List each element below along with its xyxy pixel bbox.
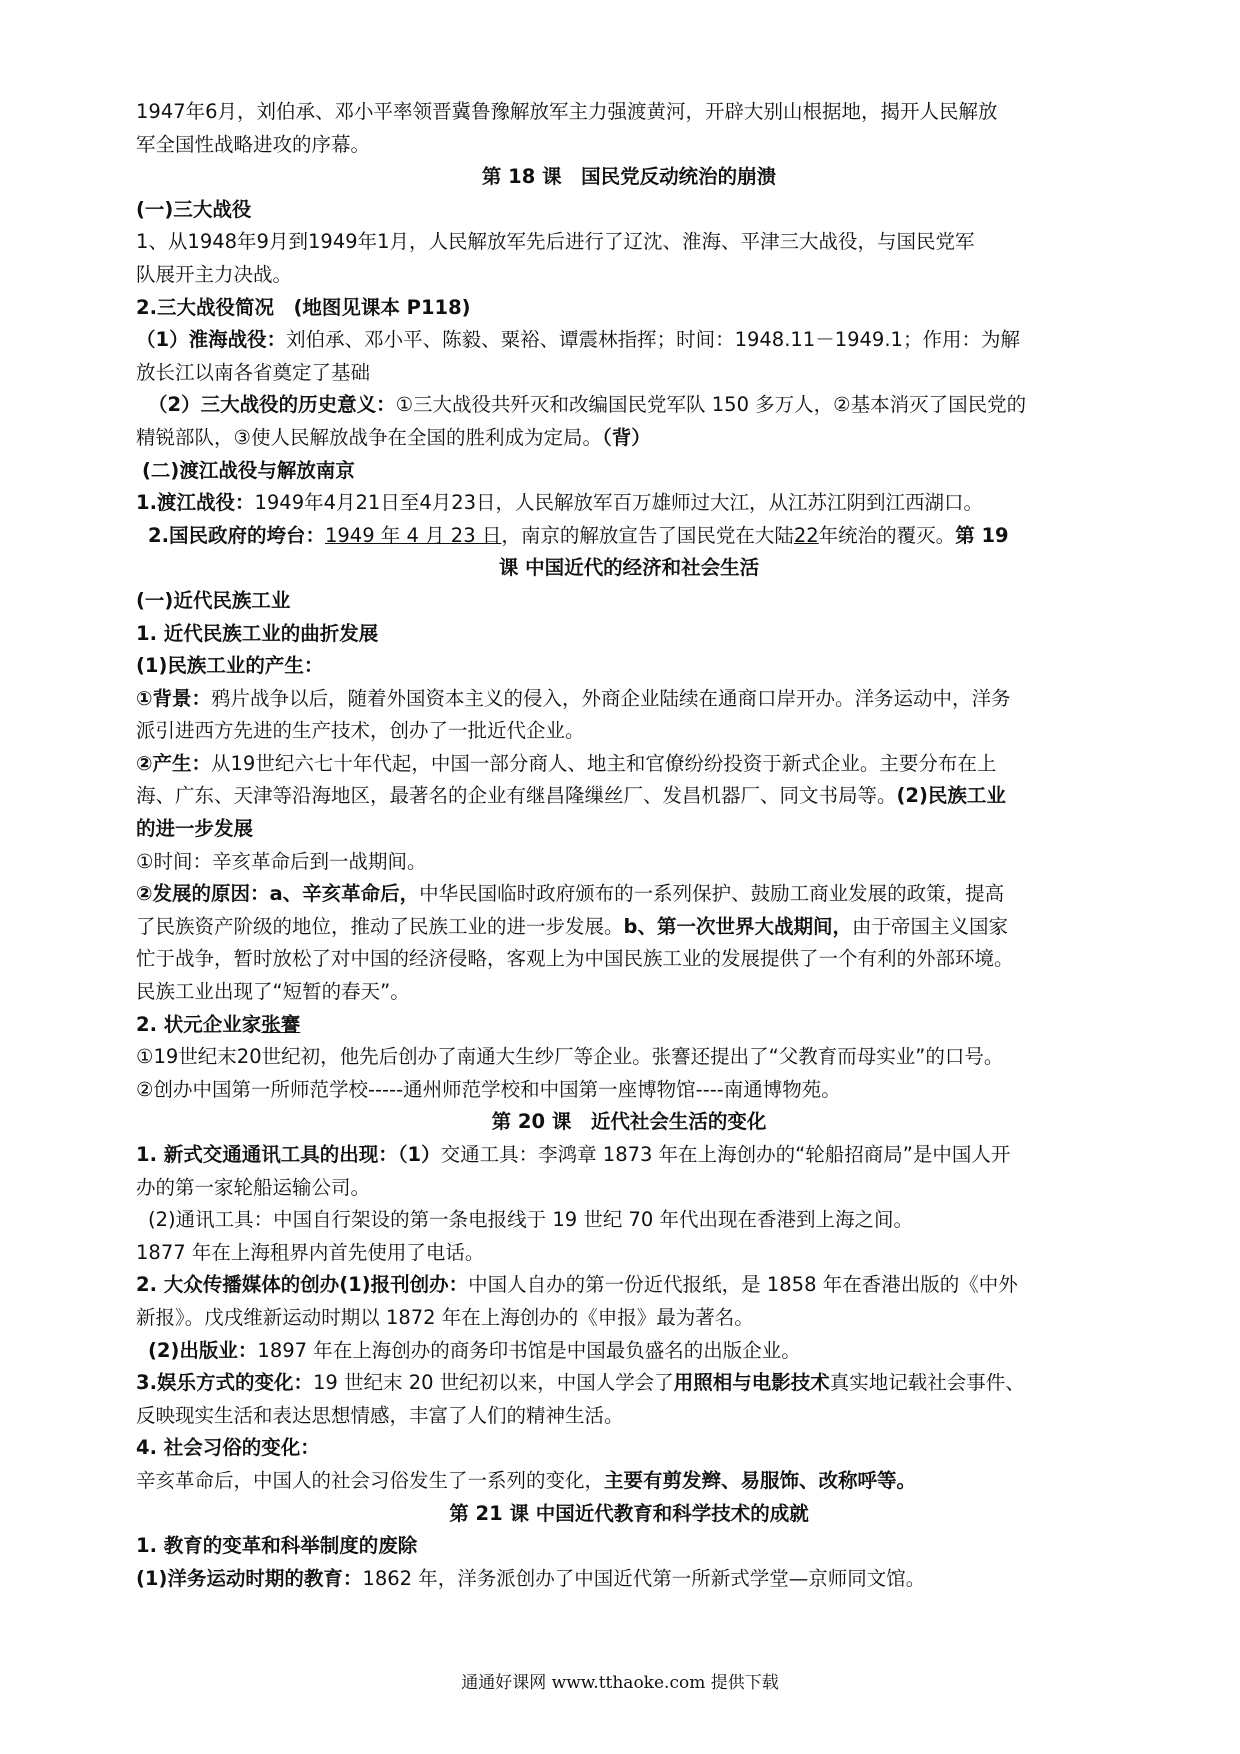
subsection-heading: 4. 社会习俗的变化： bbox=[136, 1436, 320, 1460]
para-line: 民族工业出现了“短暂的春天”。 bbox=[136, 980, 410, 1004]
lesson-20-title: 第 20 课 近代社会生活的变化 bbox=[491, 1110, 767, 1134]
emphasis-text: 用照相与电影技术 bbox=[673, 1371, 830, 1395]
para-text: 从19世纪六七十年代起，中国一部分商人、地主和官僚纷纷投资于新式企业。主要分布在上 bbox=[211, 751, 997, 775]
subsection-heading: 1. 近代民族工业的曲折发展 bbox=[136, 621, 379, 645]
heading-text: 2. 状元企业家 bbox=[136, 1012, 262, 1036]
section-heading: (一)近代民族工业 bbox=[136, 588, 291, 612]
para-text: 1949年4月21日至4月23日，人民解放军百万雄师过大江，从江苏江阴到江西湖口。 bbox=[254, 491, 984, 515]
para-line bbox=[136, 324, 1122, 357]
subsection-heading: 2.三大战役简况 (地图见课本 P118) bbox=[136, 295, 471, 319]
para-line bbox=[136, 389, 1122, 422]
para-line: 忙于战争，暂时放松了对中国的经济侵略，客观上为中国民族工业的发展提供了一个有利的外部环境。 bbox=[136, 947, 1014, 971]
underlined-name: 张謇 bbox=[261, 1012, 301, 1036]
memorize-note: （背） bbox=[601, 425, 651, 449]
para-line: 办的第一家轮船运输公司。 bbox=[136, 1175, 371, 1199]
para-line bbox=[136, 1335, 1122, 1368]
term-label: 1.渡江战役： bbox=[136, 491, 255, 515]
para-line bbox=[136, 1563, 1122, 1596]
para-line bbox=[136, 878, 1122, 911]
subsection-heading: 的进一步发展 bbox=[136, 817, 254, 841]
lesson-21-title: 第 21 课 中国近代教育和科学技术的成就 bbox=[449, 1501, 809, 1525]
para-text: 19 世纪末 20 世纪初以来，中国人学会了 bbox=[312, 1371, 674, 1395]
subsection-heading bbox=[136, 1009, 1122, 1042]
para-line: 1877 年在上海租界内首先使用了电话。 bbox=[136, 1240, 485, 1264]
para-line: 军全国性战略进攻的序幕。 bbox=[136, 132, 371, 156]
para-line: 1、从1948年9月到1949年1月，人民解放军先后进行了辽沈、淮海、平津三大战役，与国民党军 bbox=[136, 230, 975, 254]
term-label: 2.国民政府的垮台： bbox=[148, 523, 325, 547]
subsection-heading: (1)民族工业的产生： bbox=[136, 654, 324, 678]
para-line: ①19世纪末20世纪初，他先后创办了南通大生纱厂等企业。张謇还提出了“父教育而母实业”的口号。 bbox=[136, 1045, 1004, 1069]
term-label: (1)洋务运动时期的教育： bbox=[136, 1566, 363, 1590]
term-label: ②发展的原因：a、辛亥革命后， bbox=[136, 882, 420, 906]
para-line: ①时间：辛亥革命后到一战期间。 bbox=[136, 849, 427, 873]
para-text: 鸦片战争以后，随着外国资本主义的侵入，外商企业陆续在通商口岸开办。洋务运动中，洋务 bbox=[211, 686, 1011, 710]
term-label: ①背景： bbox=[136, 686, 212, 710]
para-text: 精锐部队，③使人民解放战争在全国的胜利成为定局。 bbox=[136, 425, 602, 449]
section-heading: (一)三大战役 bbox=[136, 197, 252, 221]
para-line: 队展开主力决战。 bbox=[136, 262, 293, 286]
para-text: 年统治的覆灭。 bbox=[818, 523, 956, 547]
lesson-19-title-start: 第 19 bbox=[955, 523, 1009, 547]
emphasis-text: 主要有剪发辫、易服饰、改称呼等。 bbox=[604, 1468, 917, 1492]
term-label: （1）淮海战役： bbox=[136, 328, 287, 352]
para-text: 1897 年在上海创办的商务印书馆是中国最负盛名的出版企业。 bbox=[257, 1338, 801, 1362]
section-heading: (二)渡江战役与解放南京 bbox=[142, 458, 355, 482]
para-line: 反映现实生活和表达思想情感，丰富了人们的精神生活。 bbox=[136, 1403, 624, 1427]
subsection-heading: 1. 教育的变革和科举制度的废除 bbox=[136, 1534, 418, 1558]
underlined-date: 1949 年 4 月 23 日 bbox=[324, 523, 502, 547]
para-line bbox=[136, 748, 1122, 781]
page-footer: 通通好课网 www.tthaoke.com 提供下载 bbox=[461, 1673, 779, 1693]
term-label: (2)民族工业 bbox=[896, 784, 1006, 808]
para-text: 1862 年，洋务派创办了中国近代第一所新式学堂—京师同文馆。 bbox=[362, 1566, 926, 1590]
term-label: (2)出版业： bbox=[148, 1338, 258, 1362]
para-text: 中国人自办的第一份近代报纸，是 1858 年在香港出版的《中外 bbox=[468, 1273, 1018, 1297]
para-text: 由于帝国主义国家 bbox=[851, 914, 1008, 938]
para-line bbox=[136, 422, 1122, 455]
para-line bbox=[136, 520, 1122, 553]
para-line bbox=[136, 1139, 1122, 1172]
term-label: 2. 大众传播媒体的创办(1)报刊创办： bbox=[136, 1273, 469, 1297]
para-line: 新报》。戊戌维新运动时期以 1872 年在上海创办的《申报》最为著名。 bbox=[136, 1305, 754, 1329]
para-line bbox=[136, 1269, 1122, 1302]
para-line: 派引进西方先进的生产技术，创办了一批近代企业。 bbox=[136, 719, 585, 743]
para-line bbox=[136, 911, 1122, 944]
term-label: （2）三大战役的历史意义： bbox=[148, 393, 396, 417]
para-line bbox=[136, 1367, 1122, 1400]
para-text: 真实地记载社会事件、 bbox=[829, 1371, 1025, 1395]
para-line: 放长江以南各省奠定了基础 bbox=[136, 360, 371, 384]
para-text: 海、广东、天津等沿海地区，最著名的企业有继昌隆缫丝厂、发昌机器厂、同文书局等。 bbox=[136, 784, 897, 808]
para-line bbox=[136, 1465, 1122, 1498]
term-label: 3.娱乐方式的变化： bbox=[136, 1371, 313, 1395]
lesson-18-title: 第 18 课 国民党反动统治的崩溃 bbox=[481, 165, 777, 189]
para-text: ，南京的解放宣告了国民党在大陆 bbox=[501, 523, 794, 547]
para-text: 交通工具：李鸿章 1873 年在上海创办的“轮船招商局”是中国人开 bbox=[440, 1143, 1011, 1166]
term-label: b、第一次世界大战期间， bbox=[623, 914, 852, 938]
para-text: ①三大战役共歼灭和改编国民党军队 150 多万人，②基本消灭了国民党的 bbox=[395, 393, 1027, 417]
para-text: 了民族资产阶级的地位，推动了民族工业的进一步发展。 bbox=[136, 914, 624, 938]
para-line: (2)通讯工具：中国自行架设的第一条电报线于 19 世纪 70 年代出现在香港到上海之间。 bbox=[148, 1208, 914, 1232]
para-line bbox=[136, 487, 1122, 520]
para-text: 辛亥革命后，中国人的社会习俗发生了一系列的变化， bbox=[136, 1468, 605, 1492]
underlined-number: 22 bbox=[793, 523, 819, 547]
para-line bbox=[136, 780, 1122, 813]
para-line bbox=[136, 683, 1122, 716]
para-line: ②创办中国第一所师范学校-----通州师范学校和中国第一座博物馆----南通博物苑。 bbox=[136, 1077, 841, 1101]
para-text: 刘伯承、邓小平、陈毅、粟裕、谭震林指挥；时间：1948.11－1949.1；作用：为解 bbox=[286, 328, 1020, 352]
para-line: 1947年6月，刘伯承、邓小平率领晋冀鲁豫解放军主力强渡黄河，开辟大别山根据地，揭开人民解放 bbox=[136, 100, 998, 123]
term-label: 1. 新式交通通讯工具的出现：（1） bbox=[136, 1143, 441, 1166]
term-label: ②产生： bbox=[136, 751, 212, 775]
para-text: 中华民国临时政府颁布的一系列保护、鼓励工商业发展的政策，提高 bbox=[419, 882, 1005, 906]
lesson-19-title: 课 中国近代的经济和社会生活 bbox=[498, 556, 760, 580]
